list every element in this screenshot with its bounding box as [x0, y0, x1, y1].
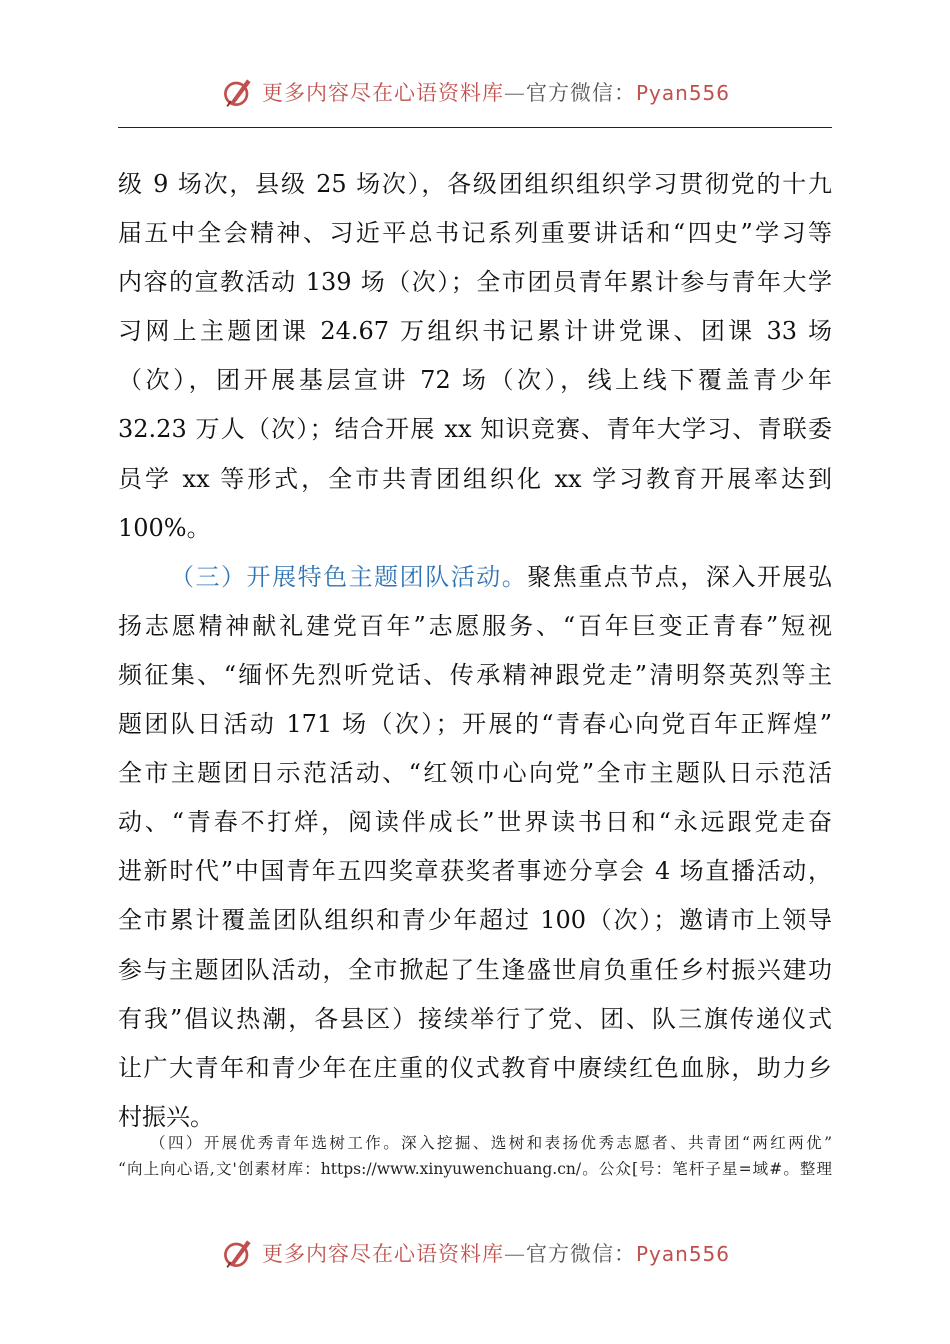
text-line: 参与主题团队活动，全市掀起了生逢盛世肩负重任乡村振兴建功 [118, 955, 832, 984]
text-line: 有我”倡议热潮，各县区）接续举行了党、团、队三旗传递仪式 [118, 1004, 832, 1033]
text-line: 让广大青年和青少年在庄重的仪式教育中赓续红色血脉，助力乡 [118, 1053, 832, 1082]
header-divider [118, 127, 832, 128]
footer-banner [0, 1231, 950, 1275]
banner-text [262, 77, 730, 107]
banner-wechat-id: Pyan556 [635, 81, 730, 105]
banner-wechat-label: 官方微信： [525, 81, 636, 105]
banner-wechat-label: 官方微信： [525, 1242, 636, 1266]
text-line: 习网上主题团课 24.67 万组织书记累计讲党课、团课 33 场 [118, 317, 832, 346]
text-line: 频征集、“缅怀先烈听党话、传承精神跟党走”清明祭英烈等主 [118, 660, 832, 689]
text-line: 100%。 [118, 513, 211, 542]
section-heading: （三）开展特色主题团队活动。 [170, 562, 528, 591]
document-body [118, 160, 832, 1142]
text-line: 全市累计覆盖团队组织和青少年超过 100（次）；邀请市上领导 [118, 906, 832, 935]
text-line: 村振兴。 [118, 1102, 214, 1131]
text-line: 内容的宣教活动 139 场（次）；全市团员青年累计参与青年大学 [118, 268, 832, 297]
text-line: 进新时代”中国青年五四奖章获奖者事迹分享会 4 场直播活动， [118, 857, 832, 886]
text-line: 员学 xx 等形式，全市共青团组织化 xx 学习教育开展率达到 [118, 464, 832, 493]
text-span: 聚焦重点节点，深入开展弘 [527, 562, 833, 591]
banner-text [262, 1238, 730, 1268]
quill-pen-logo-icon [220, 74, 256, 110]
text-line: 动、“青春不打烊，阅读伴成长”世界读书日和“永远跟党走奋 [118, 808, 832, 837]
text-line: 32.23 万人（次）；结合开展 xx 知识竞赛、青年大学习、青联委 [118, 415, 832, 444]
text-line: 全市主题团日示范活动、“红领巾心向党”全市主题队日示范活 [118, 759, 832, 788]
section-heading-line [118, 553, 832, 602]
header-banner [0, 70, 950, 114]
banner-separator: — [503, 1242, 526, 1266]
text-line: 届五中全会精神、习近平总书记系列重要讲话和“四史”学习等 [118, 219, 832, 248]
banner-separator: — [503, 81, 526, 105]
text-line: 级 9 场次，县级 25 场次），各级团组织组织学习贯彻党的十九 [118, 170, 832, 198]
banner-title: 更多内容尽在心语资料库 [261, 81, 504, 105]
text-line: 扬志愿精神献礼建党百年”志愿服务、“百年巨变正青春”短视 [118, 611, 832, 640]
footnote-line: “向上向心语,文'创素材库：https://www.xinyuwenchuang.cn/。公众[号：笔杆子星=域#。整理 [118, 1160, 832, 1178]
text-line: （次），团开展基层宣讲 72 场（次），线上线下覆盖青少年 [118, 366, 832, 395]
text-line: 题团队日活动 171 场（次）；开展的“青春心向党百年正辉煌” [118, 710, 832, 739]
banner-title: 更多内容尽在心语资料库 [261, 1242, 504, 1266]
banner-wechat-id: Pyan556 [635, 1242, 730, 1266]
quill-pen-logo-icon [220, 1235, 256, 1271]
footnote-line: （四）开展优秀青年选树工作。深入挖掘、选树和表扬优秀志愿者、共青团“两红两优” [150, 1134, 832, 1152]
